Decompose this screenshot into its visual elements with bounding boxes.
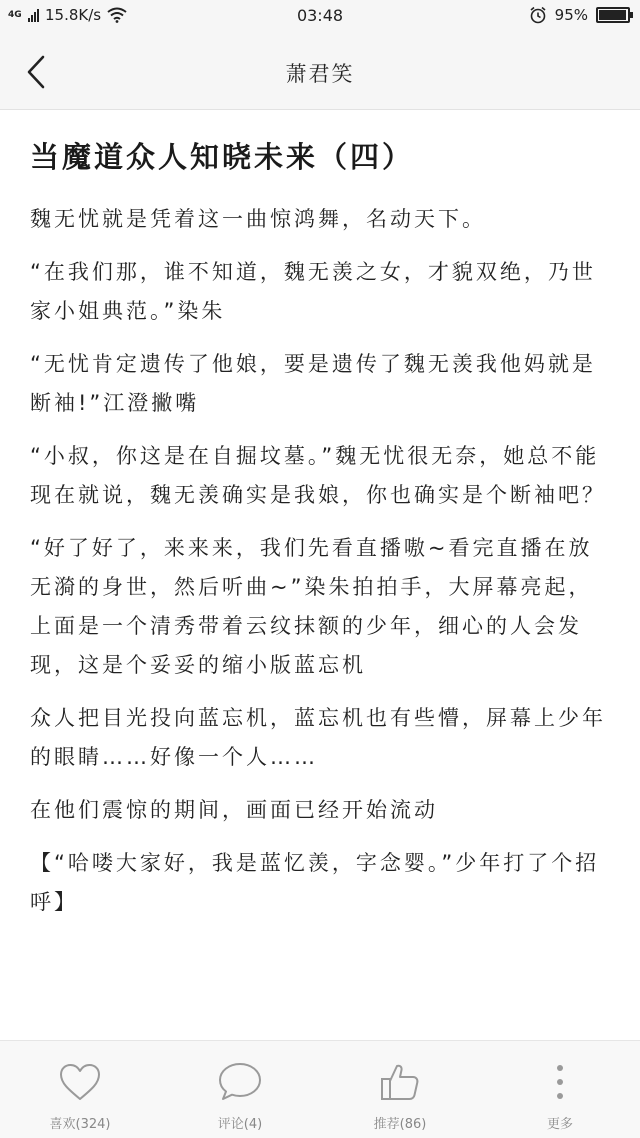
network-type: 4G bbox=[8, 9, 22, 20]
paragraph: 【“哈喽大家好，我是蓝忆羡，字念婴。”少年打了个招呼】 bbox=[30, 851, 600, 914]
heart-icon bbox=[58, 1062, 102, 1102]
more-label: 更多 bbox=[546, 1117, 573, 1132]
header bbox=[0, 34, 640, 110]
network-speed: 15.8K/s bbox=[45, 6, 102, 24]
article-content[interactable] bbox=[0, 110, 640, 1040]
page-title: 萧君笑 bbox=[285, 62, 355, 86]
comment-label: 评论(4) bbox=[217, 1117, 263, 1132]
status-bar bbox=[0, 0, 640, 34]
paragraph: “无忧肯定遗传了他娘，要是遗传了魏无羡我他妈就是断袖!”江澄撇嘴 bbox=[30, 352, 596, 415]
like-label: 喜欢(324) bbox=[49, 1117, 111, 1132]
recommend-label: 推荐(86) bbox=[373, 1117, 427, 1132]
paragraph: 在他们震惊的期间，画面已经开始流动 bbox=[30, 798, 438, 822]
status-time: 03:48 bbox=[296, 6, 344, 25]
comment-button[interactable] bbox=[160, 1041, 320, 1138]
thumbs-up-icon bbox=[379, 1061, 421, 1103]
paragraph: 众人把目光投向蓝忘机，蓝忘机也有些懵，屏幕上少年的眼睛……好像一个人…… bbox=[30, 706, 606, 769]
speech-bubble-icon bbox=[217, 1061, 263, 1103]
recommend-button[interactable] bbox=[320, 1041, 480, 1138]
status-right bbox=[529, 6, 630, 24]
paragraph: “小叔，你这是在自掘坟墓。”魏无忧很无奈，她总不能现在就说，魏无羡确实是我娘，你也确实是个断袖吧？ bbox=[30, 444, 606, 507]
alarm-icon bbox=[529, 6, 547, 24]
paragraph: “好了好了，来来来，我们先看直播嗷~看完直播在放无漪的身世，然后听曲~”染朱拍拍手，大屏幕亮起，上面是一个清秀带着云纹抹额的少年，细心的人会发现，这是个妥妥的缩小版蓝忘机 bbox=[30, 536, 593, 677]
paragraph: 魏无忧就是凭着这一曲惊鸿舞，名动天下。 bbox=[30, 207, 486, 231]
like-button[interactable] bbox=[0, 1041, 160, 1138]
battery-icon bbox=[596, 7, 630, 23]
bottom-action-bar bbox=[0, 1040, 640, 1138]
more-button[interactable] bbox=[480, 1041, 640, 1138]
battery-percent: 95% bbox=[554, 6, 588, 24]
paragraph: “在我们那，谁不知道，魏无羡之女，才貌双绝，乃世家小姐典范。”染朱 bbox=[30, 260, 596, 323]
vertical-dots-icon bbox=[554, 1062, 566, 1102]
chapter-title: 当魔道众人知晓未来（四） bbox=[30, 140, 415, 174]
